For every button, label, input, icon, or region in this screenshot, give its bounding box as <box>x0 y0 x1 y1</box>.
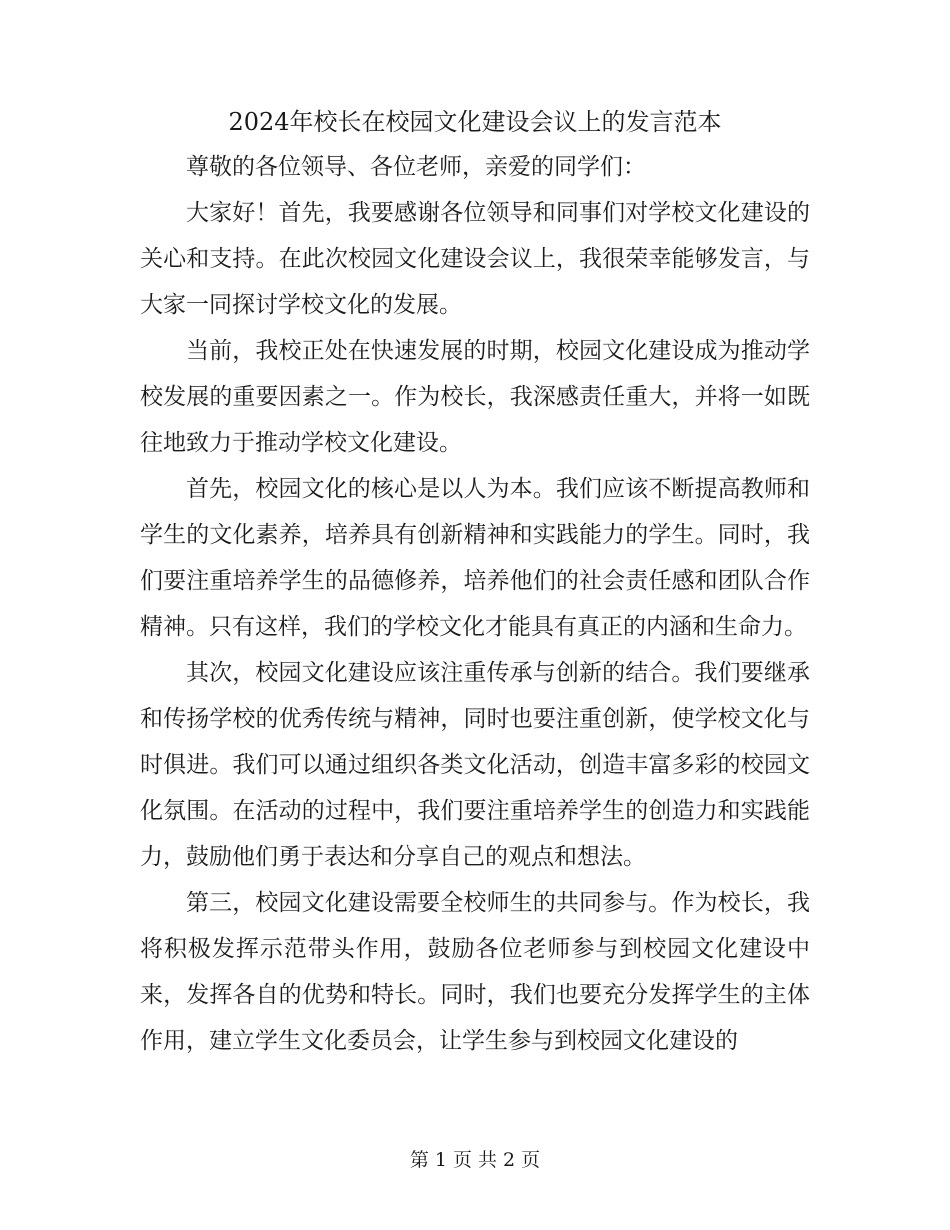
salutation: 尊敬的各位领导、各位老师，亲爱的同学们： <box>186 154 646 180</box>
document-body <box>140 144 810 1064</box>
paragraph-greeting: 大家好！首先，我要感谢各位领导和同事们对学校文化建设的关心和支持。在此次校园文化建设会议上，我很荣幸能够发言，与大家一同探讨学校文化的发展。 <box>140 200 810 318</box>
paragraph-joint-participation: 第三，校园文化建设需要全校师生的共同参与。作为校长，我将积极发挥示范带头作用，鼓励各位老师参与到校园文化建设中来，发挥各自的优势和特长。同时，我们也要充分发挥学生的主体作用，建立学生文化委员会，让学生参与到校园文化建设的 <box>140 890 810 1054</box>
paragraph-current-situation: 当前，我校正处在快速发展的时期，校园文化建设成为推动学校发展的重要因素之一。作为校长，我深感责任重大，并将一如既往地致力于推动学校文化建设。 <box>140 338 810 456</box>
document-title: 2024年校长在校园文化建设会议上的发言范本 <box>228 108 722 136</box>
page-number-footer: 第 1 页 共 2 页 <box>409 1149 541 1171</box>
paragraph-people-oriented: 首先，校园文化的核心是以人为本。我们应该不断提高教师和学生的文化素养，培养具有创新精神和实践能力的学生。同时，我们要注重培养学生的品德修养，培养他们的社会责任感和团队合作精神。只有这样，我们的学校文化才能具有真正的内涵和生命力。 <box>140 476 810 640</box>
paragraph-inheritance-innovation: 其次，校园文化建设应该注重传承与创新的结合。我们要继承和传扬学校的优秀传统与精神，同时也要注重创新，使学校文化与时俱进。我们可以通过组织各类文化活动，创造丰富多彩的校园文化氛围。在活动的过程中，我们要注重培养学生的创造力和实践能力，鼓励他们勇于表达和分享自己的观点和想法。 <box>140 660 810 870</box>
